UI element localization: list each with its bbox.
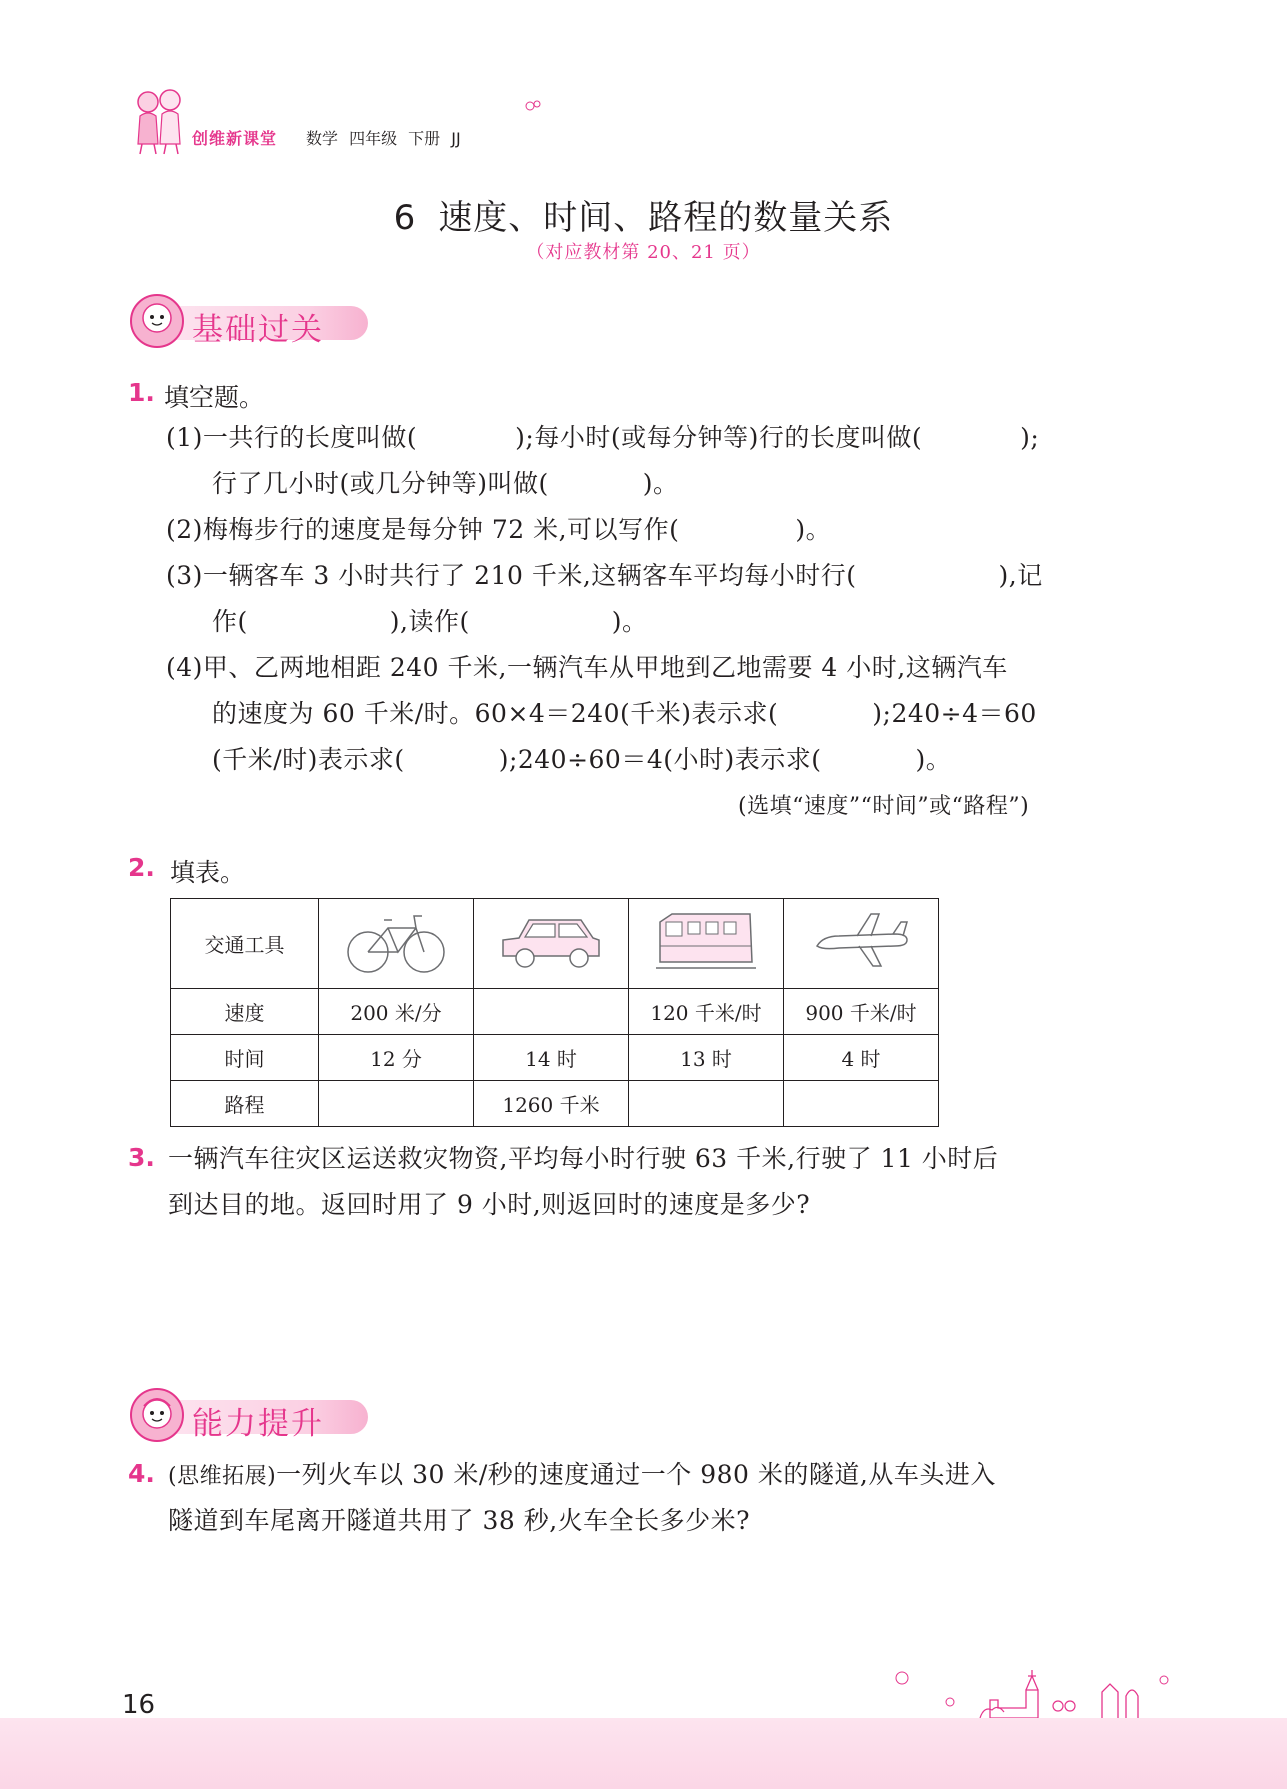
car-icon xyxy=(497,906,605,976)
table-cell: 12 分 xyxy=(319,1035,474,1081)
table-cell xyxy=(474,899,629,989)
footer-band xyxy=(0,1718,1287,1789)
q1-line-4: (3)一辆客车 3 小时共行了 210 千米,这辆客车平均每小时行( ),记 xyxy=(166,561,1043,590)
vehicle-table xyxy=(170,898,939,1127)
section-advanced xyxy=(128,1386,378,1444)
subject-info: 数学 四年级 下册 JJ xyxy=(306,129,461,148)
page-header xyxy=(128,86,568,156)
question-number: 4. xyxy=(128,1459,155,1488)
table-row xyxy=(171,989,939,1035)
q1-line-3: (2)梅梅步行的速度是每分钟 72 米,可以写作( )。 xyxy=(166,515,832,544)
flower-icon xyxy=(524,98,544,114)
q4-line-2: 隧道到车尾离开隧道共用了 38 秒,火车全长多少米? xyxy=(168,1506,751,1535)
table-cell: 900 千米/时 xyxy=(784,989,939,1035)
table-cell: 4 时 xyxy=(784,1035,939,1081)
lesson-title-text: 速度、时间、路程的数量关系 xyxy=(438,198,894,238)
castle-scenery-icon xyxy=(880,1640,1180,1718)
question-number: 1. xyxy=(128,378,155,407)
answer-cell[interactable] xyxy=(474,989,629,1035)
answer-cell[interactable] xyxy=(319,1081,474,1127)
lesson-number: 6 xyxy=(393,198,417,238)
train-icon xyxy=(654,906,758,976)
q1-line-1: (1)一共行的长度叫做( );每小时(或每分钟等)行的长度叫做( ); xyxy=(166,423,1040,452)
q1-line-8: (千米/时)表示求( );240÷60＝4(小时)表示求( )。 xyxy=(212,745,952,774)
table-cell: 120 千米/时 xyxy=(629,989,784,1035)
question-tag: (思维拓展) xyxy=(168,1464,277,1489)
question-title: 填空题。 xyxy=(164,383,265,412)
lesson-title xyxy=(0,190,1287,239)
q1-line-5: 作( ),读作( )。 xyxy=(212,607,648,636)
bicycle-icon xyxy=(344,906,448,976)
row-label: 时间 xyxy=(171,1035,319,1081)
textbook-reference: （对应教材第 20、21 页） xyxy=(526,242,761,263)
q3-line-2: 到达目的地。返回时用了 9 小时,则返回时的速度是多少? xyxy=(168,1190,811,1219)
row-label: 路程 xyxy=(171,1081,319,1127)
table-header-cell: 交通工具 xyxy=(171,899,319,989)
airplane-icon xyxy=(809,906,913,976)
table-cell: 1260 千米 xyxy=(474,1081,629,1127)
q3-line-1: 一辆汽车往灾区运送救灾物资,平均每小时行驶 63 千米,行驶了 11 小时后 xyxy=(168,1144,999,1173)
q1-hint: (选填“速度”“时间”或“路程”) xyxy=(738,794,1030,819)
q1-line-7: 的速度为 60 千米/时。60×4＝240(千米)表示求( );240÷4＝60 xyxy=(212,699,1037,728)
answer-cell[interactable] xyxy=(629,1081,784,1127)
row-label: 速度 xyxy=(171,989,319,1035)
question-number: 2. xyxy=(128,853,155,882)
table-cell: 14 时 xyxy=(474,1035,629,1081)
table-row xyxy=(171,899,939,989)
q1-line-6: (4)甲、乙两地相距 240 千米,一辆汽车从甲地到乙地需要 4 小时,这辆汽车 xyxy=(166,653,1008,682)
section-label: 能力提升 xyxy=(192,1406,324,1442)
question-number: 3. xyxy=(128,1143,155,1172)
table-row xyxy=(171,1035,939,1081)
series-name: 创维新课堂 xyxy=(192,129,278,148)
q4-line-1: (思维拓展)一列火车以 30 米/秒的速度通过一个 980 米的隧道,从车头进入 xyxy=(168,1460,996,1489)
table-cell: 200 米/分 xyxy=(319,989,474,1035)
table-row xyxy=(171,1081,939,1127)
boy-badge-icon xyxy=(128,1386,186,1444)
table-cell xyxy=(784,899,939,989)
kids-mascot-icon xyxy=(128,86,190,156)
table-cell: 13 时 xyxy=(629,1035,784,1081)
table-cell xyxy=(629,899,784,989)
question-title: 填表。 xyxy=(170,858,246,887)
section-label: 基础过关 xyxy=(192,312,324,348)
section-basic xyxy=(128,292,378,350)
q1-line-2: 行了几小时(或几分钟等)叫做( )。 xyxy=(212,469,679,498)
table-cell xyxy=(319,899,474,989)
answer-cell[interactable] xyxy=(784,1081,939,1127)
girl-badge-icon xyxy=(128,292,186,350)
page-number: 16 xyxy=(122,1690,156,1720)
